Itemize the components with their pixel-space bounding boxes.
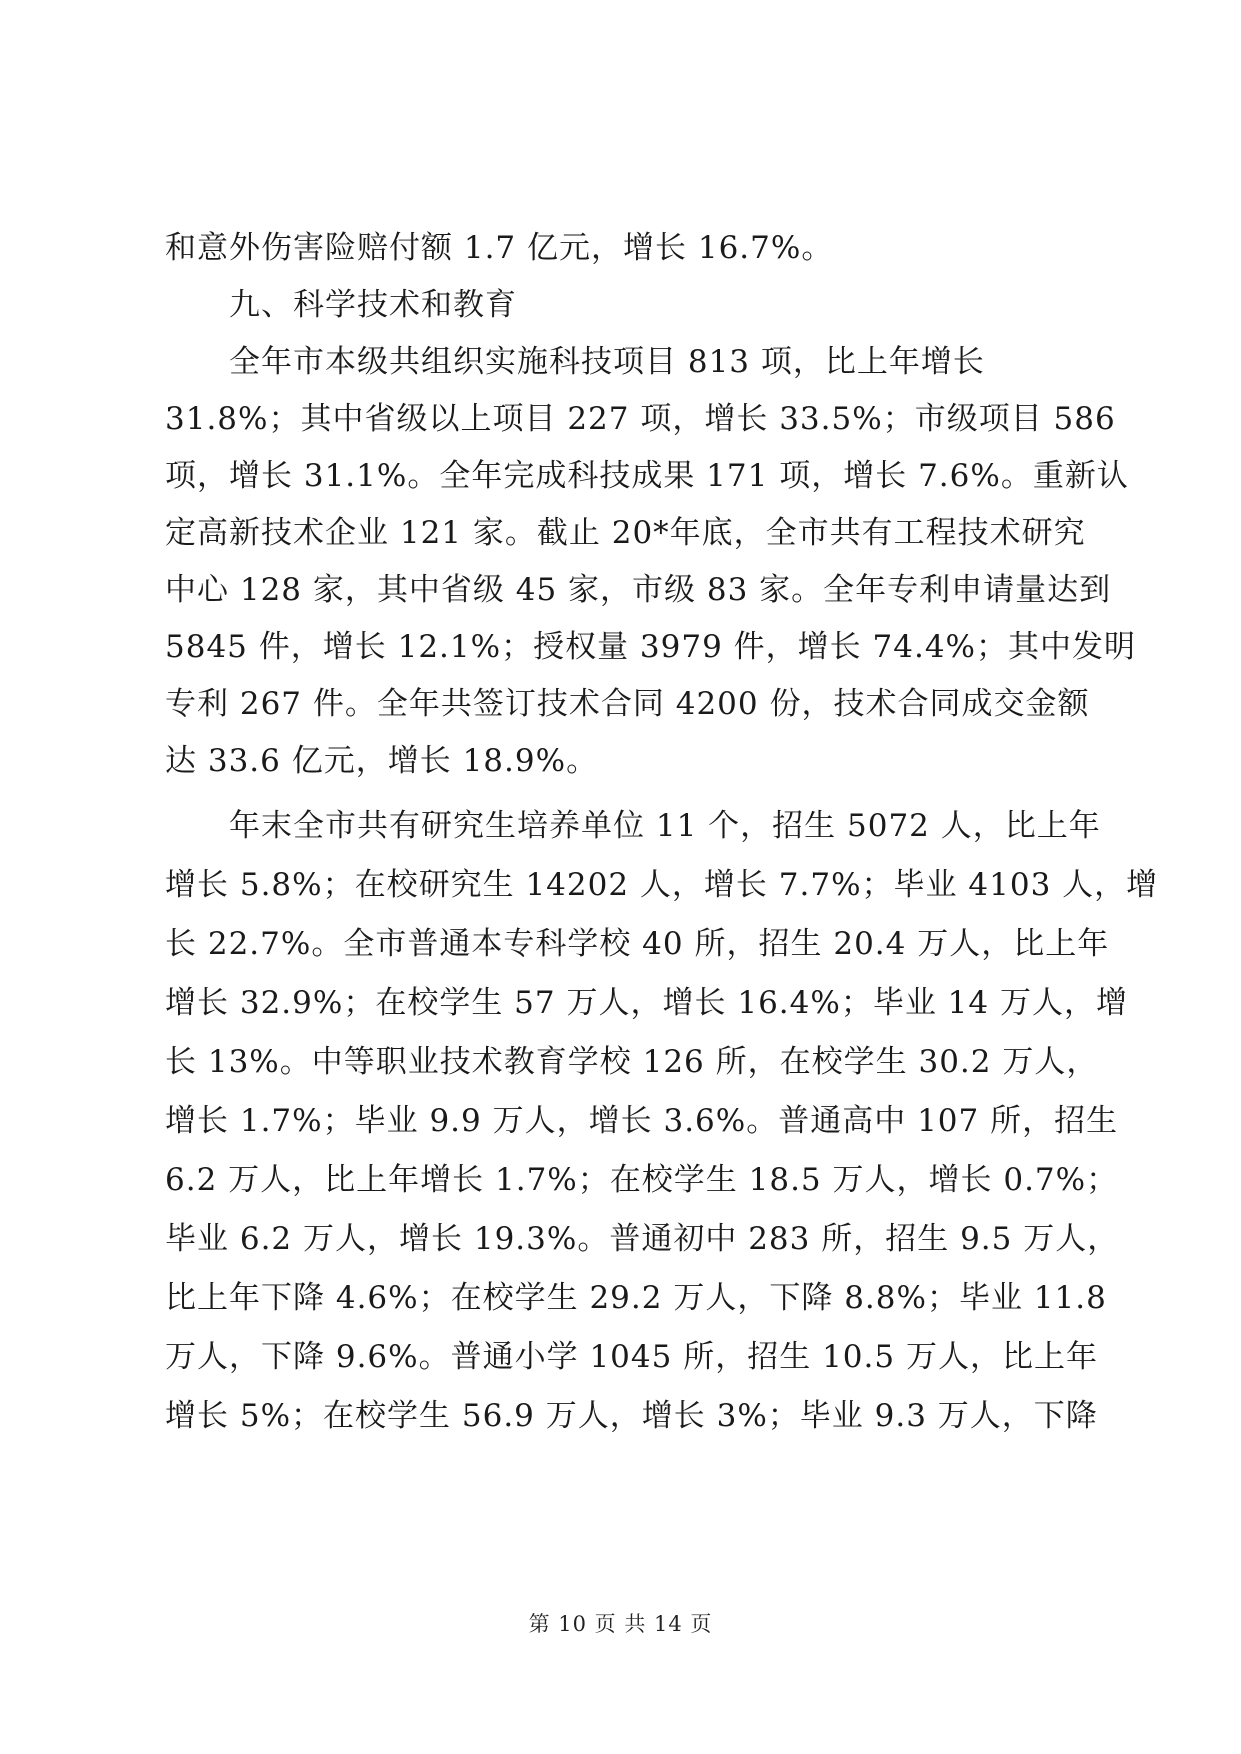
text-line: 增长 1.7%；毕业 9.9 万人，增长 3.6%。普通高中 107 所，招生 — [165, 1103, 1119, 1139]
section-heading: 九、科学技术和教育 — [229, 287, 517, 323]
text-line: 增长 5.8%；在校研究生 14202 人，增长 7.7%；毕业 4103 人，增 — [165, 867, 1159, 903]
text-line: 比上年下降 4.6%；在校学生 29.2 万人，下降 8.8%；毕业 11.8 — [165, 1280, 1107, 1316]
text-line: 项，增长 31.1%。全年完成科技成果 171 项，增长 7.6%。重新认 — [165, 458, 1129, 494]
text-line: 全年市本级共组织实施科技项目 813 项，比上年增长 — [229, 344, 985, 380]
page-number-footer: 第 10 页 共 14 页 — [528, 1612, 713, 1636]
text-line: 6.2 万人，比上年增长 1.7%；在校学生 18.5 万人，增长 0.7%； — [165, 1162, 1119, 1198]
text-line: 和意外伤害险赔付额 1.7 亿元，增长 16.7%。 — [165, 230, 834, 266]
text-line: 长 22.7%。全市普通本专科学校 40 所，招生 20.4 万人，比上年 — [165, 926, 1110, 962]
text-line: 定高新技术企业 121 家。截止 20*年底，全市共有工程技术研究 — [165, 515, 1086, 551]
text-line: 毕业 6.2 万人，增长 19.3%。普通初中 283 所，招生 9.5 万人， — [165, 1221, 1120, 1257]
text-line: 中心 128 家，其中省级 45 家，市级 83 家。全年专利申请量达到 — [165, 572, 1112, 608]
text-line: 达 33.6 亿元，增长 18.9%。 — [165, 743, 599, 779]
text-line: 5845 件，增长 12.1%；授权量 3979 件，增长 74.4%；其中发明 — [165, 629, 1137, 665]
text-line: 年末全市共有研究生培养单位 11 个，招生 5072 人，比上年 — [229, 808, 1101, 844]
text-line: 万人，下降 9.6%。普通小学 1045 所，招生 10.5 万人，比上年 — [165, 1339, 1098, 1375]
text-line: 专利 267 件。全年共签订技术合同 4200 份，技术合同成交金额 — [165, 686, 1090, 722]
text-line: 长 13%。中等职业技术教育学校 126 所，在校学生 30.2 万人， — [165, 1044, 1099, 1080]
text-line: 增长 5%；在校学生 56.9 万人，增长 3%；毕业 9.3 万人，下降 — [165, 1398, 1098, 1434]
text-line: 增长 32.9%；在校学生 57 万人，增长 16.4%；毕业 14 万人，增 — [165, 985, 1128, 1021]
text-line: 31.8%；其中省级以上项目 227 项，增长 33.5%；市级项目 586 — [165, 401, 1116, 437]
